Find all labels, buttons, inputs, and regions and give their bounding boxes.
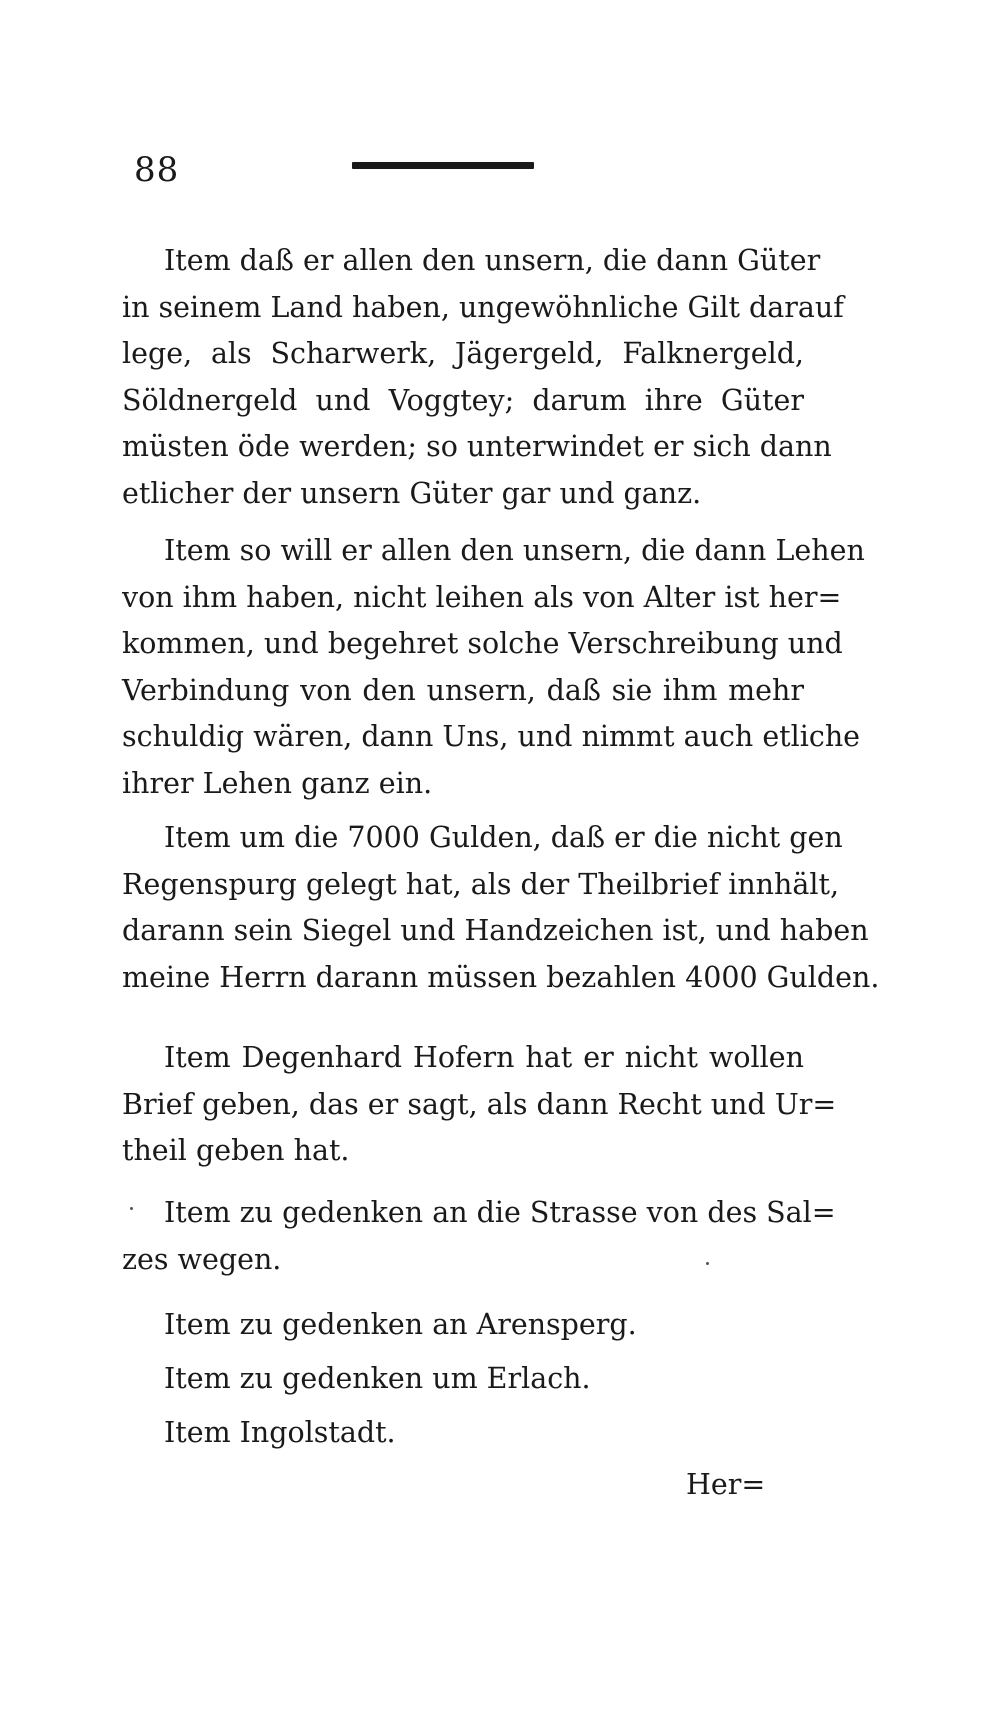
paragraph-1 [122, 238, 844, 517]
text-line: zes wegen. [122, 1242, 282, 1276]
text-line: Brief geben, das er sagt, als dann Recht und Ur= [122, 1087, 837, 1121]
text-line: ihrer Lehen ganz ein. [122, 766, 433, 800]
page-number: 88 [134, 150, 180, 190]
text-line: Item so will er allen den unsern, die dann Lehen [164, 534, 865, 567]
ink-speck [706, 1262, 709, 1265]
paragraph-7 [122, 1356, 804, 1403]
text-line: theil geben hat. [122, 1134, 350, 1167]
text-line: müsten öde werden; so unterwindet er sich dann [122, 430, 832, 463]
paragraph-4 [122, 1035, 837, 1175]
text-line: Item zu gedenken an die Strasse von des Sal= [164, 1196, 836, 1229]
text-line: Söldnergeld und Voggtey; darum ihre Güter [122, 383, 804, 417]
header-rule [352, 162, 534, 169]
ink-speck [130, 1207, 133, 1210]
text-line: lege, als Scharwerk, Jägergeld, Falknergeld, [122, 337, 804, 370]
text-line: Item zu gedenken an Arensperg. [164, 1308, 637, 1341]
paragraph-2 [122, 528, 865, 807]
text-line: meine Herrn darann müssen bezahlen 4000 Gulden. [122, 960, 880, 994]
text-line: Item daß er allen den unsern, die dann Güter [164, 244, 821, 277]
text-line: Regenspurg gelegt hat, als der Theilbrief innhält, [122, 867, 840, 901]
paragraph-5 [122, 1190, 836, 1283]
paragraph-6 [122, 1302, 804, 1349]
text-line: Item um die 7000 Gulden, daß er die nicht gen [164, 821, 843, 854]
text-line: Item Ingolstadt. [164, 1416, 396, 1449]
text-line: Verbindung von den unsern, daß sie ihm mehr [122, 673, 804, 707]
paragraph-8 [122, 1410, 804, 1457]
text-line: schuldig wären, dann Uns, und nimmt auch etliche [122, 720, 861, 753]
text-line: darann sein Siegel und Handzeichen ist, und haben [122, 914, 869, 947]
text-line: Item Degenhard Hofern hat er nicht wollen [164, 1041, 804, 1074]
paragraph-3 [122, 815, 880, 1001]
text-line: in seinem Land haben, ungewöhnliche Gilt darauf [122, 290, 844, 324]
text-line: etlicher der unsern Güter gar und ganz. [122, 476, 702, 510]
text-line: Item zu gedenken um Erlach. [164, 1362, 591, 1395]
catchword: Her= [686, 1468, 766, 1501]
text-line: von ihm haben, nicht leihen als von Alter ist her= [122, 580, 842, 614]
text-line: kommen, und begehret solche Verschreibung und [122, 627, 843, 660]
